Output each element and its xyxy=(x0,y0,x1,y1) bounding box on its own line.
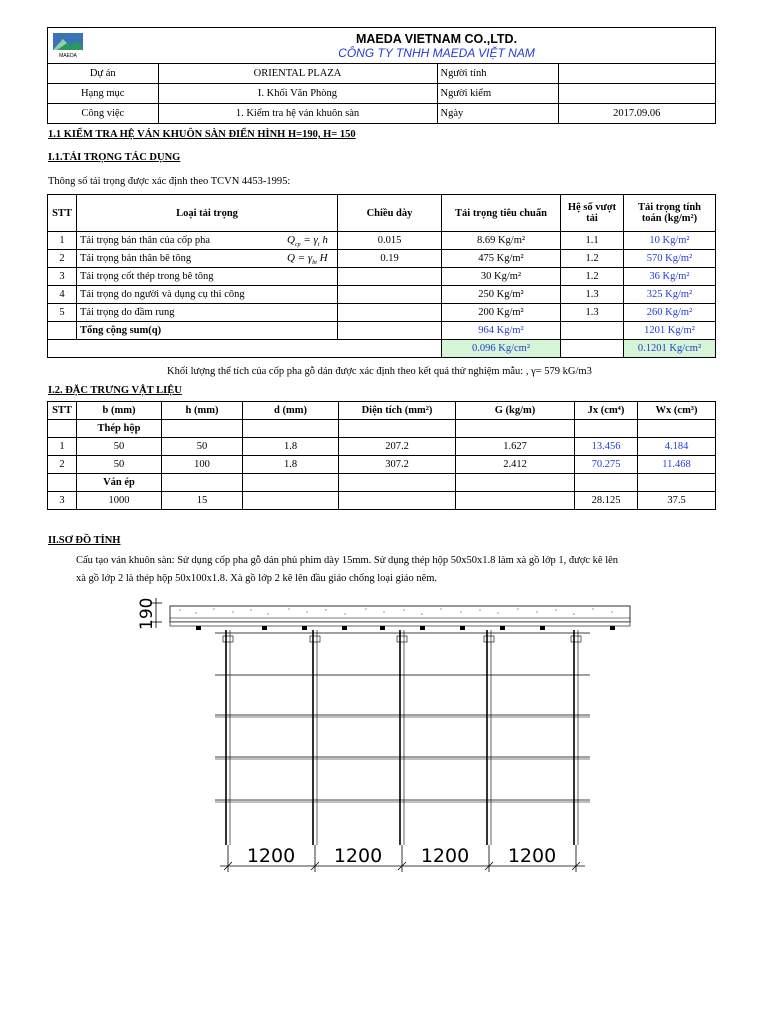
main-title: 1.1 KIỂM TRA HỆ VÁN KHUÔN SÀN ĐIỂN HÌNH H=190, H= 150 xyxy=(48,129,356,140)
jx-cell: 28.125 xyxy=(575,492,638,510)
g-cell: 1.627 xyxy=(456,438,575,456)
h-cell: 50 xyxy=(162,438,243,456)
value-cell: 1. Kiểm tra hệ ván khuôn sàn xyxy=(158,104,437,124)
section3-title: II.SƠ ĐỒ TÍNH xyxy=(48,535,121,546)
slab-dimension xyxy=(137,598,162,630)
value-cell: I. Khối Văn Phòng xyxy=(158,84,437,104)
jx-cell: 13.456 xyxy=(575,438,638,456)
total-std-2: 0.096 Kg/cm² xyxy=(442,340,561,358)
section3-para1: Cấu tạo ván khuôn sàn: Sử dụng cốp pha gỗ dán phủ phim dày 15mm. Sử dụng thép hộp 50x50x1.8 làm xà gồ lớp 1, được kê lên xyxy=(76,555,619,566)
value-cell: 2017.09.06 xyxy=(558,104,716,124)
total-calc-2: 0.1201 Kg/cm² xyxy=(624,340,716,358)
formula: $Q = \gamma_{bt}$ H xyxy=(287,252,328,267)
d-cell: 1.8 xyxy=(243,456,339,474)
header-cell: Loại tải trọng xyxy=(77,195,338,232)
header-cell: Wx (cm³) xyxy=(638,402,716,420)
calc-cell: 10 Kg/m² xyxy=(624,232,716,250)
group-label: Ván ép xyxy=(77,474,162,492)
header-cell: Hệ số vượt tải xyxy=(561,195,624,232)
stt-cell: 2 xyxy=(48,456,77,474)
std-cell: 475 Kg/m² xyxy=(442,250,561,268)
company-name-vn: CÔNG TY TNHH MAEDA VIỆT NAM xyxy=(338,45,535,60)
std-cell: 8.69 Kg/m² xyxy=(442,232,561,250)
stt-cell: 3 xyxy=(48,268,77,286)
k-cell: 1.2 xyxy=(561,250,624,268)
stt-cell: 1 xyxy=(48,232,77,250)
load-name-cell: Tải trọng cốt thép trong bê tông xyxy=(77,268,338,286)
header-cell: d (mm) xyxy=(243,402,339,420)
jx-cell: 70.275 xyxy=(575,456,638,474)
span-label: 1200 xyxy=(333,845,383,867)
wx-cell: 4.184 xyxy=(638,438,716,456)
density-note: Khối lượng thể tích của cốp pha gỗ dán được xác định theo kết quả thử nghiệm mẫu: , γ= 579 kG/m3 xyxy=(167,366,592,377)
span-label: 1200 xyxy=(420,845,470,867)
label-cell: Dự án xyxy=(48,64,159,84)
wx-cell: 11.468 xyxy=(638,456,716,474)
span-label: 1200 xyxy=(507,845,557,867)
thick-cell: 0.015 xyxy=(338,232,442,250)
load-name-cell: Tải trọng do người và dụng cụ thi công xyxy=(77,286,338,304)
total-label: Tổng cộng sum(q) xyxy=(77,322,338,340)
h-cell: 15 xyxy=(162,492,243,510)
header-cell: Diện tích (mm²) xyxy=(339,402,456,420)
span-label: 1200 xyxy=(246,845,296,867)
header-cell: Tải trọng tiêu chuẩn xyxy=(442,195,561,232)
section3-para2: xà gồ lớp 2 là thép hộp 50x100x1.8. Xà gồ lớp 2 kê lên đầu giáo chống loại giáo nêm. xyxy=(76,573,438,584)
label-cell: Người tính xyxy=(437,64,558,84)
b-cell: 1000 xyxy=(77,492,162,510)
section1-intro: Thông số tải trọng được xác định theo TCVN 4453-1995: xyxy=(48,176,291,187)
formula: $Q_{cp} = \gamma_t$ h xyxy=(287,234,328,249)
calc-cell: 570 Kg/m² xyxy=(624,250,716,268)
load-name-cell: Tải trọng do đầm rung xyxy=(77,304,338,322)
value-cell: ORIENTAL PLAZA xyxy=(158,64,437,84)
company-name-en: MAEDA VIETNAM CO.,LTD. xyxy=(355,31,518,46)
calc-cell: 325 Kg/m² xyxy=(624,286,716,304)
group-label: Thép hộp xyxy=(77,420,162,438)
calc-cell: 260 Kg/m² xyxy=(624,304,716,322)
section1-title: I.1.TẢI TRỌNG TÁC DỤNG xyxy=(48,152,181,163)
wx-cell: 37.5 xyxy=(638,492,716,510)
stt-cell: 2 xyxy=(48,250,77,268)
label-cell: Người kiểm xyxy=(437,84,558,104)
header-cell: G (kg/m) xyxy=(456,402,575,420)
scaffold-frame xyxy=(215,630,590,845)
k-cell: 1.2 xyxy=(561,268,624,286)
area-cell: 307.2 xyxy=(339,456,456,474)
slab-thickness-label: 190 xyxy=(137,597,157,630)
std-cell: 30 Kg/m² xyxy=(442,268,561,286)
total-std: 964 Kg/m² xyxy=(442,322,561,340)
stt-cell: 3 xyxy=(48,492,77,510)
k-cell: 1.1 xyxy=(561,232,624,250)
header-cell: Chiều dày xyxy=(338,195,442,232)
header-cell: Jx (cm⁴) xyxy=(575,402,638,420)
h-cell: 100 xyxy=(162,456,243,474)
g-cell: 2.412 xyxy=(456,456,575,474)
header-cell: Tải trọng tính toán (kg/m²) xyxy=(624,195,716,232)
label-cell: Công việc xyxy=(48,104,159,124)
load-name: Tải trọng bản thân bê tông xyxy=(80,253,192,264)
total-calc: 1201 Kg/m² xyxy=(624,322,716,340)
d-cell: 1.8 xyxy=(243,438,339,456)
k-cell: 1.3 xyxy=(561,286,624,304)
std-cell: 250 Kg/m² xyxy=(442,286,561,304)
thick-cell: 0.19 xyxy=(338,250,442,268)
section2-title: I.2. ĐẶC TRƯNG VẬT LIỆU xyxy=(48,385,182,396)
header-cell: STT xyxy=(48,195,77,232)
stt-cell: 5 xyxy=(48,304,77,322)
k-cell: 1.3 xyxy=(561,304,624,322)
concrete-slab xyxy=(170,606,630,630)
load-name: Tải trọng bản thân của cốp pha xyxy=(80,235,211,246)
header-cell: h (mm) xyxy=(162,402,243,420)
svg-text:MAEDA: MAEDA xyxy=(59,53,77,58)
label-cell: Ngày xyxy=(437,104,558,124)
area-cell: 207.2 xyxy=(339,438,456,456)
header-cell: STT xyxy=(48,402,77,420)
calc-cell: 36 Kg/m² xyxy=(624,268,716,286)
stt-cell: 1 xyxy=(48,438,77,456)
b-cell: 50 xyxy=(77,438,162,456)
b-cell: 50 xyxy=(77,456,162,474)
std-cell: 200 Kg/m² xyxy=(442,304,561,322)
stt-cell: 4 xyxy=(48,286,77,304)
label-cell: Hạng mục xyxy=(48,84,159,104)
header-cell: b (mm) xyxy=(77,402,162,420)
